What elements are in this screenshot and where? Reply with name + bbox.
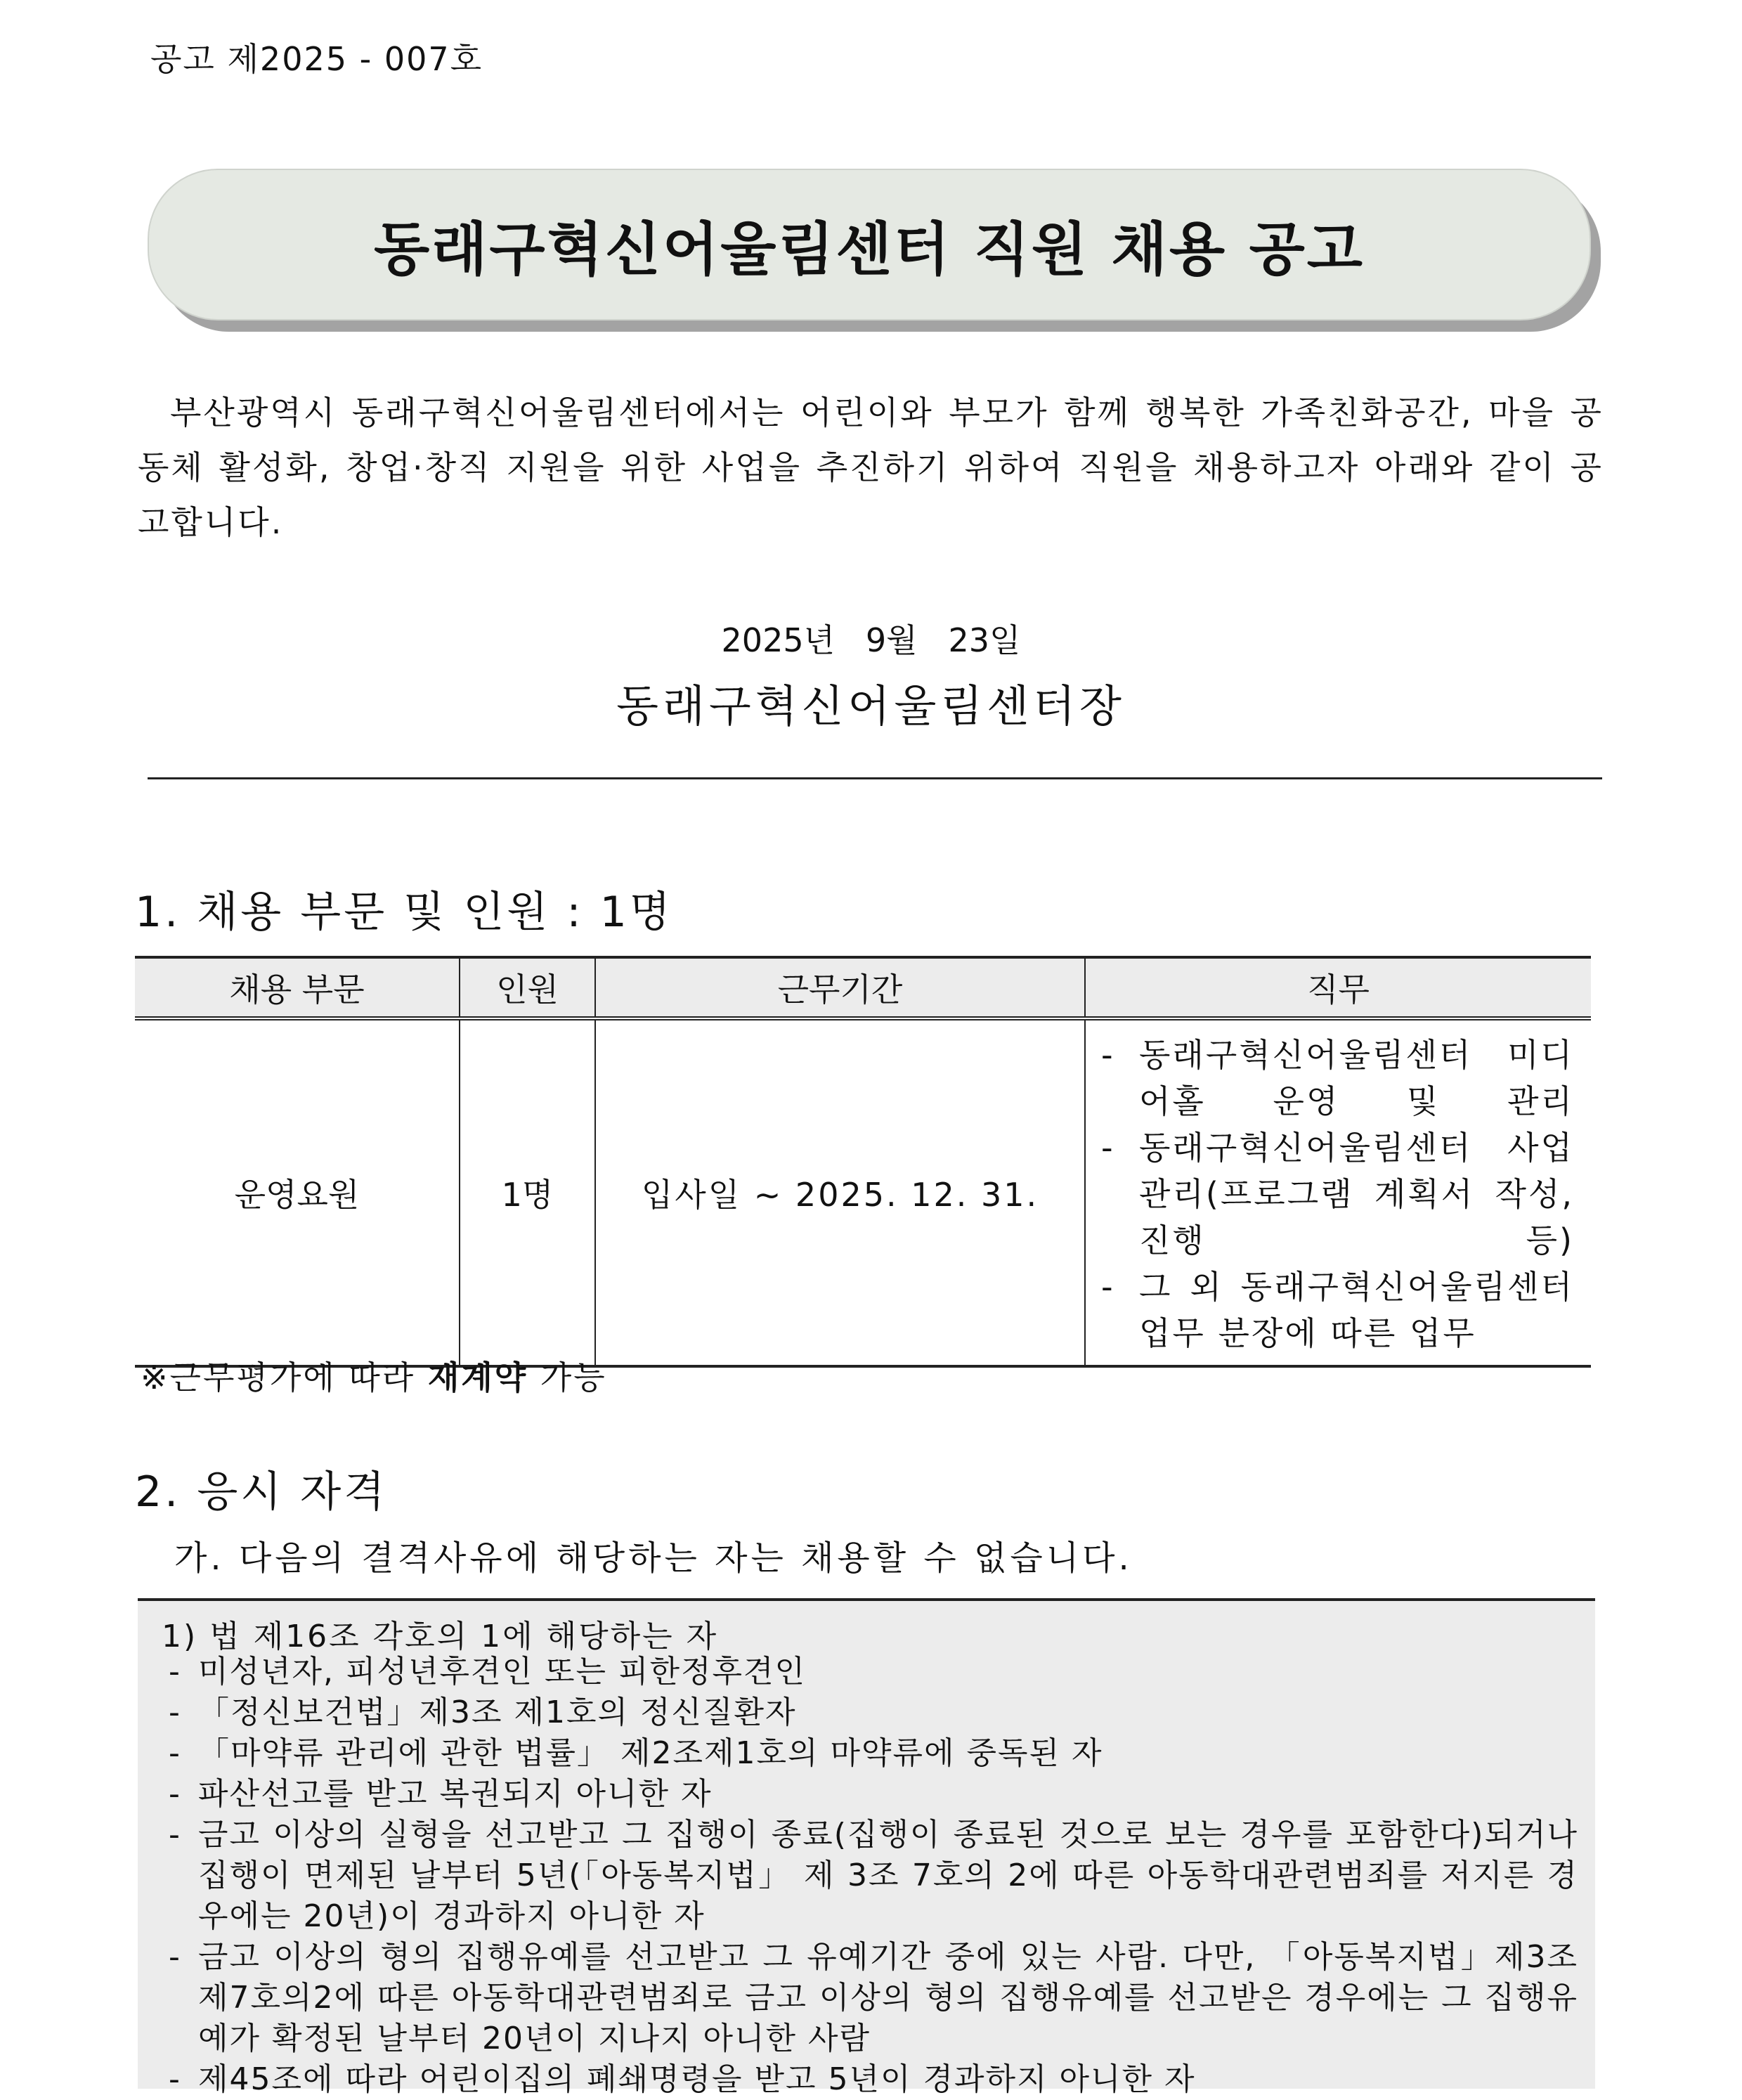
disqualification-box	[138, 1598, 1595, 2097]
disqualification-list	[169, 1652, 1578, 2100]
announcement-date: 2025년 9월 23일	[721, 621, 1021, 659]
cell-duty	[1085, 1018, 1591, 1366]
duty-item: - 그 외 동래구혁신어울림센터 업무 분장에 따른 업무	[1101, 1268, 1574, 1352]
cell-period: 입사일 ~ 2025. 12. 31.	[595, 1018, 1085, 1366]
table-header-row	[135, 957, 1591, 1018]
header-count: 인원	[460, 957, 595, 1018]
header-division: 채용 부문	[135, 957, 460, 1018]
section1-heading: 1. 채용 부문 및 인원 : 1명	[135, 888, 673, 937]
disqualification-title: 1) 법 제16조 각호의 1에 해당하는 자	[162, 1619, 719, 1654]
list-item: - 「마약류 관리에 관한 법률」 제2조제1호의 마약류에 중독된 자	[169, 1735, 1103, 1771]
duty-item: - 동래구혁신어울림센터 사업관리(프로그램 계획서 작성, 진행 등)	[1101, 1129, 1574, 1259]
list-item: - 「정신보건법」제3조 제1호의 정신질환자	[169, 1694, 797, 1730]
cell-division: 운영요원	[135, 1018, 460, 1366]
duty-item: - 동래구혁신어울림센터 미디어홀 운영 및 관리	[1101, 1036, 1574, 1120]
notice-number: 공고 제2025 - 007호	[150, 40, 483, 78]
list-item: - 제45조에 따라 어린이집의 폐쇄명령을 받고 5년이 경과하지 아니한 자	[169, 2061, 1196, 2097]
header-period: 근무기간	[595, 957, 1085, 1018]
issuing-organization: 동래구혁신어울림센터장	[616, 680, 1126, 732]
cell-count: 1명	[460, 1018, 595, 1366]
list-item: - 금고 이상의 형의 집행유예를 선고받고 그 유예기간 중에 있는 사람. 다만, 「아동복지법」제3조제7호의2에 따른 아동학대관련범죄로 금고 이상의 형의 집행유예를 선고받은 경우에는 그 집행유예가 확정된 날부터 20년이 지나지 아니한 사람	[169, 1939, 1578, 2056]
page-title: 동래구혁신어울림센터 직원 채용 공고	[373, 216, 1365, 283]
recruitment-table	[135, 956, 1591, 1368]
header-duty: 직무	[1085, 957, 1591, 1018]
intro-paragraph: 부산광역시 동래구혁신어울림센터에서는 어린이와 부모가 함께 행복한 가족친화공간, 마을 공동체 활성화, 창업·창직 지원을 위한 사업을 추진하기 위하여 직원을 채용하고자 아래와 같이 공고합니다.	[138, 394, 1604, 541]
table-row	[135, 1018, 1591, 1366]
divider-line	[148, 777, 1602, 779]
list-item: - 금고 이상의 실형을 선고받고 그 집행이 종료(집행이 종료된 것으로 보는 경우를 포함한다)되거나 집행이 면제된 날부터 5년(「아동복지법」 제 3조 7호의 2에 따른 아동학대관련범죄를 저지른 경우에는 20년)이 경과하지 아니한 자	[169, 1817, 1578, 1934]
section2-heading: 2. 응시 자격	[135, 1467, 388, 1517]
section2-subheading: 가. 다음의 결격사유에 해당하는 자는 채용할 수 없습니다.	[174, 1538, 1133, 1578]
renewal-note: ※근무평가에 따라 재계약 가능	[141, 1359, 607, 1396]
title-banner	[148, 169, 1591, 320]
renewal-note-emphasis: 재계약	[427, 1359, 528, 1396]
list-item: - 파산선고를 받고 복권되지 아니한 자	[169, 1776, 713, 1812]
list-item: - 미성년자, 피성년후견인 또는 피한정후견인	[169, 1654, 807, 1690]
